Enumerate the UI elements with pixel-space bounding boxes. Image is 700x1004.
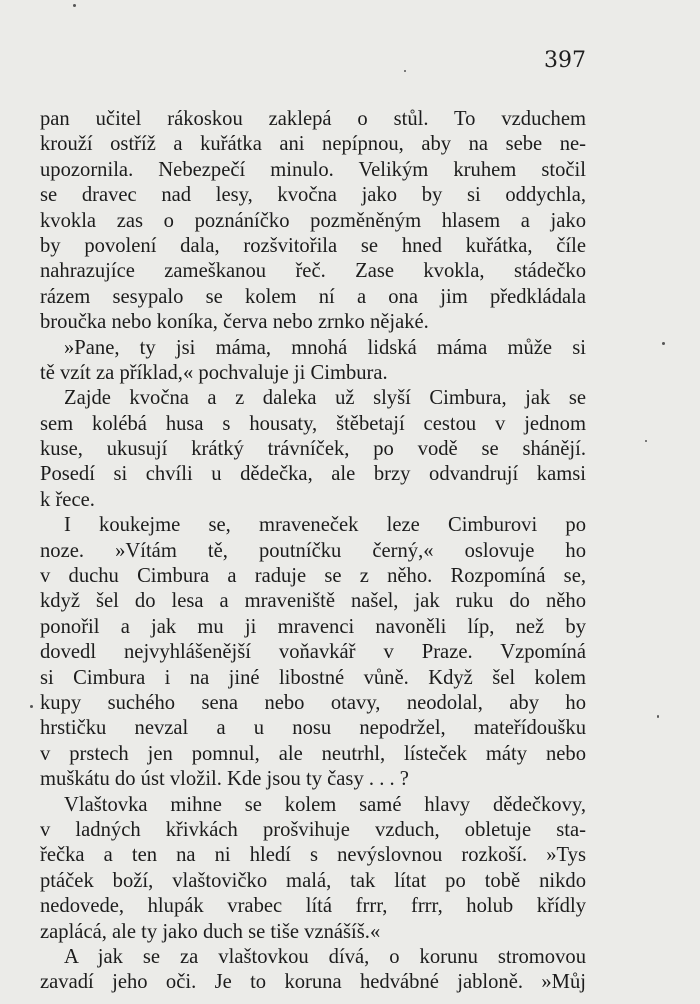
text-line: kuse, ukusují krátký trávníček, po vodě se shánějí. <box>40 438 586 461</box>
body-text <box>40 107 586 996</box>
text-line: ptáček boží, vlaštovičko malá, tak lítat po tobě nikdo <box>40 869 586 892</box>
text-line: Posedí si chvíli u dědečka, ale brzy odvandrují kamsi <box>40 463 586 486</box>
text-line: upozornila. Nebezpečí minulo. Velikým kruhem stočil <box>40 158 586 181</box>
text-line: v prstech jen pomnul, ale neutrhl, lísteček máty nebo <box>40 742 586 765</box>
text-line: krouží ostříž a kuřátka ani nepípnou, aby na sebe ne- <box>40 133 586 156</box>
text-line: broučka nebo koníka, červa nebo zrnko nějaké. <box>40 311 429 334</box>
text-line: když šel do lesa a mraveniště našel, jak ruku do něho <box>40 590 586 613</box>
text-line: dovedl nejvyhlášenější voňavkář v Praze. Vzpomíná <box>40 641 586 664</box>
text-line: by povolení dala, rozšvitořila se hned kuřátka, číle <box>40 234 586 257</box>
text-line: v ladných křivkách prošvihuje vzduch, obletuje sta- <box>40 818 586 841</box>
text-line: A jak se za vlaštovkou dívá, o korunu stromovou <box>64 945 586 968</box>
text-line: sem kolébá husa s housaty, štěbetají cestou v jednom <box>40 412 586 435</box>
text-line: v duchu Cimbura a raduje se z něho. Rozpomíná se, <box>40 565 586 588</box>
text-line: »Pane, ty jsi máma, mnohá lidská máma může si <box>64 336 586 359</box>
paper-speck <box>662 342 665 345</box>
text-line: Vlaštovka mihne se kolem samé hlavy dědečkovy, <box>64 793 586 816</box>
paper-speck <box>404 70 406 72</box>
text-line: noze. »Vítám tě, poutníčku černý,« oslovuje ho <box>40 539 586 562</box>
text-line: muškátu do úst vložil. Kde jsou ty časy . . . ? <box>40 768 409 791</box>
text-line: kvokla zas o poznáníčko pozměněným hlasem a jako <box>40 209 586 232</box>
text-line: kupy suchého sena nebo otavy, neodolal, aby ho <box>40 691 586 714</box>
paper-speck <box>657 715 659 718</box>
paper-speck <box>30 705 33 708</box>
text-line: nahrazujíce zameškanou řeč. Zase kvokla, stádečko <box>40 260 586 283</box>
page-number: 397 <box>544 48 586 73</box>
text-line: k řece. <box>40 488 95 511</box>
text-line: pan učitel rákoskou zaklepá o stůl. To vzduchem <box>40 108 586 130</box>
text-line: rázem sesypalo se kolem ní a ona jim předkládala <box>40 285 586 308</box>
text-line: hrstičku nevzal a u nosu nepodržel, mateřídoušku <box>40 717 586 740</box>
text-line: nedovede, hlupák vrabec lítá frrr, frrr, holub křídly <box>40 895 586 918</box>
text-line: tě vzít za příklad,« pochvaluje ji Cimbura. <box>40 361 388 384</box>
text-line: zaplácá, ale ty jako duch se tiše vznášíš.« <box>40 920 381 943</box>
paper-speck <box>645 440 647 442</box>
text-line: ponořil a jak mu ji mravenci navoněli líp, než by <box>40 615 586 638</box>
text-line: řečka a ten na ni hledí s nevýslovnou rozkoší. »Tys <box>40 844 586 867</box>
text-line: si Cimbura i na jiné libostné vůně. Když šel kolem <box>40 666 586 689</box>
paper-speck <box>73 4 76 7</box>
text-line: se dravec nad lesy, kvočna jako by si oddychla, <box>40 184 586 207</box>
text-line: I koukejme se, mraveneček leze Cimburovi po <box>64 514 586 537</box>
text-line: zavadí jeho oči. Je to koruna hedvábné jabloně. »Můj <box>40 971 586 994</box>
text-line: Zajde kvočna a z daleka už slyší Cimbura, jak se <box>64 387 586 410</box>
